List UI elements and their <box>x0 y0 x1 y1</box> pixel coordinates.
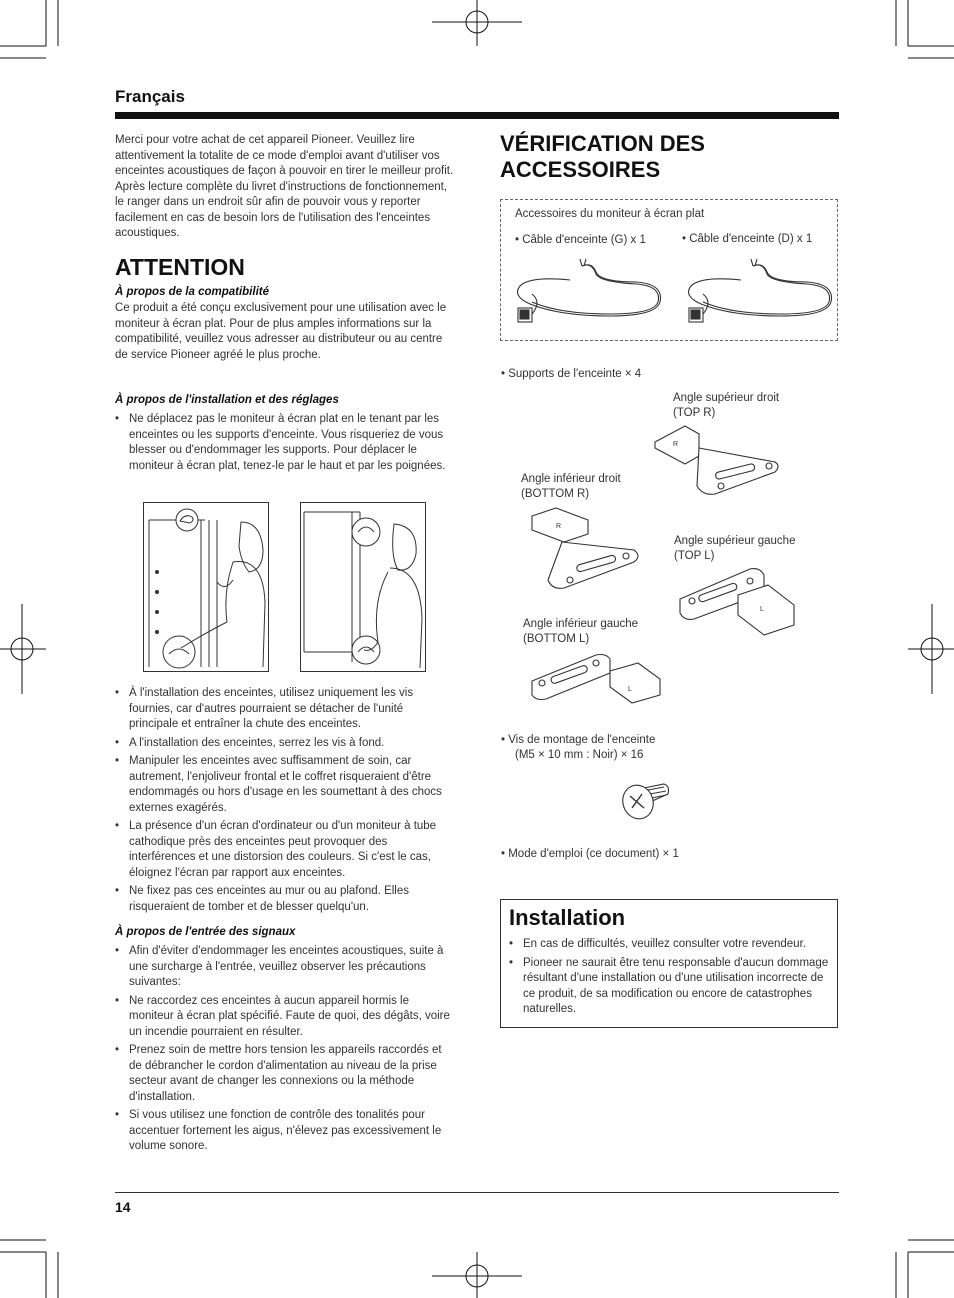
installation-list <box>509 937 831 1021</box>
list-item: • Ne déplacez pas le moniteur à écran plat en le tenant par les enceintes ou les supports d'enceinte. Vous risqueriez de vous blesser ou d'endommager les supports. Pour déplacer le moniteur à écran plat, tenez-le par le haut et par les poignées. <box>115 412 453 474</box>
accessories-box-title: Accessoires du moniteur à écran plat <box>515 208 705 220</box>
bottom-l-label-line1: Angle inférieur gauche <box>523 618 639 630</box>
list-item: • Pioneer ne saurait être tenu responsable d'aucun dommage résultant d'une installation ou d'une utilisation incorrecte de ce produit, de sa modification ou encore de catastrophes naturelles. <box>509 956 831 1018</box>
bottom-r-label <box>521 472 621 502</box>
signal-heading: À propos de l'entrée des signaux <box>115 926 296 938</box>
compat-heading: À propos de la compatibilité <box>115 286 269 298</box>
bracket-bottom-l-illustration <box>530 651 662 707</box>
list-item: • Si vous utilisez une fonction de contrôle des tonalités pour accentuer fortement les aigus, n'élevez pas excessivement le volume sonore. <box>115 1108 453 1155</box>
list-item: • A l'installation des enceintes, serrez les vis à fond. <box>115 736 453 752</box>
bottom-l-label-line2: (BOTTOM L) <box>523 633 590 645</box>
bottom-r-label-line1: Angle inférieur droit <box>521 473 621 485</box>
top-l-label <box>674 534 795 564</box>
page-number: 14 <box>115 1199 131 1215</box>
language-heading: Français <box>115 87 185 106</box>
screws-label-line1: • Vis de montage de l'enceinte <box>501 734 656 746</box>
moving-monitor-illustration-right <box>300 502 426 672</box>
top-l-label-line2: (TOP L) <box>674 550 715 562</box>
speaker-cable-right-illustration <box>683 258 833 330</box>
list-item: • Ne fixez pas ces enceintes au mur ou au plafond. Elles risqueraient de tomber et de blesser quelqu'un. <box>115 884 453 915</box>
list-item: • La présence d'un écran d'ordinateur ou d'un moniteur à tube cathodique près des enceintes peut provoquer des interférences et une distorsion des couleurs. Si c'est le cas, éloignez l'écran par rapport aux enceintes. <box>115 819 453 881</box>
bracket-top-l-illustration <box>678 565 798 635</box>
manual-label: • Mode d'emploi (ce document) × 1 <box>501 848 679 860</box>
svg-text:L: L <box>760 606 764 613</box>
signal-list <box>115 944 453 1158</box>
speaker-cable-left-illustration <box>512 258 662 330</box>
bottom-r-label-line2: (BOTTOM R) <box>521 488 590 500</box>
list-item: • Afin d'éviter d'endommager les enceintes acoustiques, suite à une surcharge à l'entrée, veuillez observer les précautions suivantes: <box>115 944 453 991</box>
list-item: • Ne raccordez ces enceintes à aucun appareil hormis le moniteur à écran plat spécifié. Faute de quoi, des dégâts, voire un incendie pourraient en résulter. <box>115 994 453 1041</box>
bottom-l-label <box>523 617 638 647</box>
install-list <box>115 412 453 477</box>
list-item: • Prenez soin de mettre hors tension les appareils raccordés et de débrancher le cordon d'alimentation au niveau de la prise secteur avant de changer les connexions ou la méthode d'installation. <box>115 1043 453 1105</box>
list-item: • En cas de difficultés, veuillez consulter votre revendeur. <box>509 937 831 953</box>
verification-heading-line2: ACCESSOIRES <box>500 157 661 182</box>
cable-right-label: • Câble d'enceinte (D) x 1 <box>682 233 813 245</box>
compat-paragraph: Ce produit a été conçu exclusivement pour une utilisation avec le moniteur à écran plat. Pour de plus amples informations sur la compatibilité, veuillez vous adresser au distributeur ou au centre de service Pioneer agréé le plus proche. <box>115 302 447 361</box>
screws-label <box>501 733 655 763</box>
moving-monitor-illustration-left <box>143 502 269 672</box>
intro-paragraph: Merci pour votre achat de cet appareil Pioneer. Veuillez lire attentivement la totalite de ce mode d'emploi avant d'utiliser vos enceintes acoustiques de façon à pouvoir en tirer le meilleur profit. Après lecture complète du livret d'instructions de fonctionnement, le ranger dans un endroit sûr afin de pouvoir vous y reporter facilement en cas de besoin lors de l'utilisation des l'enceintes acoustiques. <box>115 134 454 239</box>
header-bar <box>115 112 839 119</box>
list-item: • À l'installation des enceintes, utilisez uniquement les vis fournies, car d'autres pourraient se détacher de l'unité principale et entraîner la chute des enceintes. <box>115 686 453 733</box>
top-r-label-line2: (TOP R) <box>673 407 716 419</box>
verification-heading-line1: VÉRIFICATION DES <box>500 131 705 156</box>
supports-label: • Supports de l'enceinte × 4 <box>501 368 642 380</box>
top-r-label <box>673 391 779 421</box>
install-list-2 <box>115 686 453 918</box>
top-r-label-line1: Angle supérieur droit <box>673 392 780 404</box>
footer-rule <box>115 1192 839 1193</box>
screw-illustration <box>620 778 670 822</box>
installation-heading: Installation <box>509 905 626 930</box>
screws-label-line2: (M5 × 10 mm : Noir) × 16 <box>515 749 644 761</box>
cable-left-label: • Câble d'enceinte (G) x 1 <box>515 234 646 246</box>
svg-text:R: R <box>556 523 562 530</box>
bracket-top-r-illustration <box>653 424 785 496</box>
list-item: • Manipuler les enceintes avec suffisamment de soin, car autrement, l'enjoliveur frontal et le coffret risqueraient d'être endommagés ou hors d'usage en les soumettant à des chocs externes exagérés. <box>115 754 453 816</box>
bracket-bottom-r-illustration <box>526 506 642 592</box>
svg-text:R: R <box>673 441 679 448</box>
install-heading: À propos de l'installation et des réglages <box>115 394 339 406</box>
svg-text:L: L <box>628 686 632 693</box>
verification-heading <box>500 131 705 183</box>
top-l-label-line1: Angle supérieur gauche <box>674 535 796 547</box>
attention-heading: ATTENTION <box>115 254 245 280</box>
